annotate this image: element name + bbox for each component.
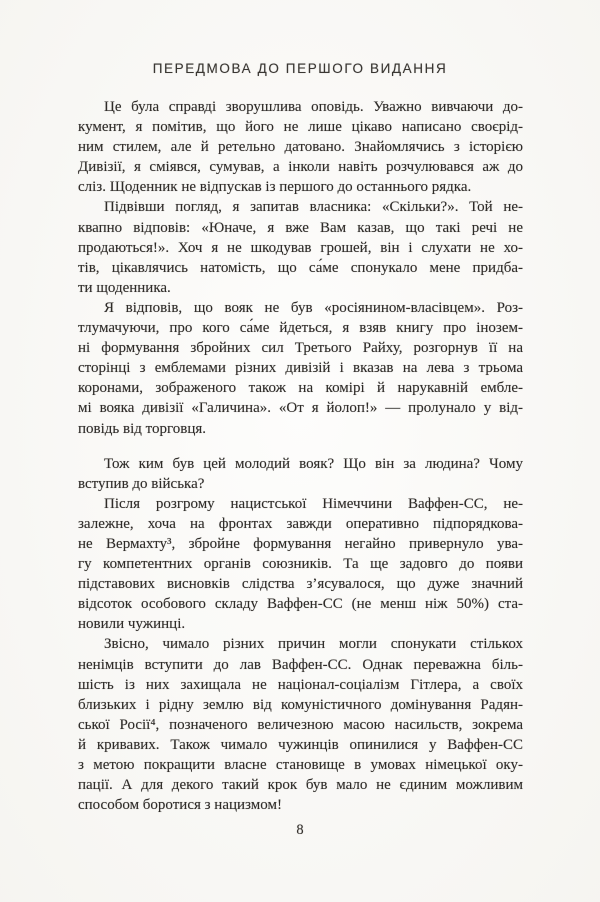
body-text	[78, 97, 523, 815]
text-line: пації. А для декого такий крок був мало не єдиним можливим	[78, 777, 523, 794]
text-line: не Вермахту³, збройне формування негайно привернуло ува-	[78, 535, 523, 552]
text-line: Після розгрому нацистської Німеччини Ваффен-СС, не-	[104, 495, 523, 512]
paragraph	[78, 197, 523, 297]
text-line: вступив до війська?	[78, 475, 205, 492]
text-line: тів, цікавлячись натомість, що са́ме спонукало мене придба-	[78, 259, 523, 276]
text-line: ти щоденника.	[78, 279, 171, 296]
text-line: Підвівши погляд, я запитав власника: «Скільки?». Той не-	[104, 199, 523, 216]
text-line: сліз. Щоденник не відпускав із першого до останнього рядка.	[78, 179, 472, 196]
text-line: відсоток особового складу Ваффен-СС (не менш ніж 50%) ста-	[78, 596, 523, 613]
text-line: ненімців вступити до лав Ваффен-СС. Однак переважна біль-	[78, 656, 523, 673]
text-line: й кривавих. Також чимало чужинців опинилися у Ваффен-СС	[78, 736, 523, 753]
text-line: Звісно, чимало різних причин могли спонукати стількох	[104, 636, 523, 653]
text-line: кумент, я помітив, що його не лише цікаво написано своєрід-	[78, 119, 523, 136]
paragraph	[78, 634, 523, 815]
text-line: ської Росії⁴, позначеного величезною масою насильств, зокрема	[78, 716, 523, 733]
text-line: коронами, зображеного також на комірі й нарукавній ембле-	[78, 380, 523, 397]
page-number: 8	[296, 822, 304, 838]
text-line: залежне, хоча на фронтах завжди оперативно підпорядкова-	[78, 515, 523, 532]
paragraph	[78, 494, 523, 635]
paragraph	[78, 298, 523, 439]
text-line: гу компетентних органів союзників. Та ще задовго до появи	[78, 556, 523, 573]
text-line: ні формування збройних сил Третього Райху, розгорнув її на	[78, 340, 523, 357]
text-line: сторінці з емблемами різних дивізій і вказав на лева з трьома	[78, 360, 523, 377]
paragraph	[78, 454, 523, 494]
text-line: способом боротися з нацизмом!	[78, 797, 282, 814]
text-line: Це була справді зворушлива оповідь. Уважно вивчаючи до-	[104, 99, 523, 115]
text-line: мі вояка дивізії «Галичина». «От я йолоп!» — пролунало у від-	[78, 400, 523, 417]
text-line: з метою покращити власне становище в умовах німецької оку-	[78, 757, 523, 773]
text-line: Я відповів, що вояк не був «росіянином-власівцем». Роз-	[104, 299, 523, 316]
text-line: тлумачуючи, про кого са́ме йдеться, я взяв книгу про інозем-	[78, 320, 523, 337]
text-line: Тож ким був цей молодий вояк? Що він за людина? Чому	[104, 455, 523, 472]
text-line: Дивізії, я сміявся, сумував, а інколи навіть розчулювався аж до	[78, 159, 523, 176]
text-line: новили чужинці.	[78, 616, 186, 633]
text-line: квапно відповів: «Юначе, я вже Вам казав, що такі речі не	[78, 219, 523, 236]
text-line: шість із них захищала не націонал-соціалізм Гітлера, а своїх	[78, 676, 523, 693]
text-line: близьких і рідну землю від комуністичного домінування Радян-	[78, 696, 523, 713]
paragraph	[78, 97, 523, 197]
text-line: ним стилем, але й ретельно датовано. Знайомлячись з історією	[78, 139, 523, 156]
chapter-heading: ПЕРЕДМОВА ДО ПЕРШОГО ВИДАННЯ	[152, 61, 448, 76]
text-line: продаються!». Хоч я не шкодував грошей, він і слухати не хо-	[78, 239, 523, 256]
text-line: повідь від торговця.	[78, 420, 207, 437]
text-line: підставових висновків слідства з’ясувалося, що дуже значний	[78, 576, 523, 593]
